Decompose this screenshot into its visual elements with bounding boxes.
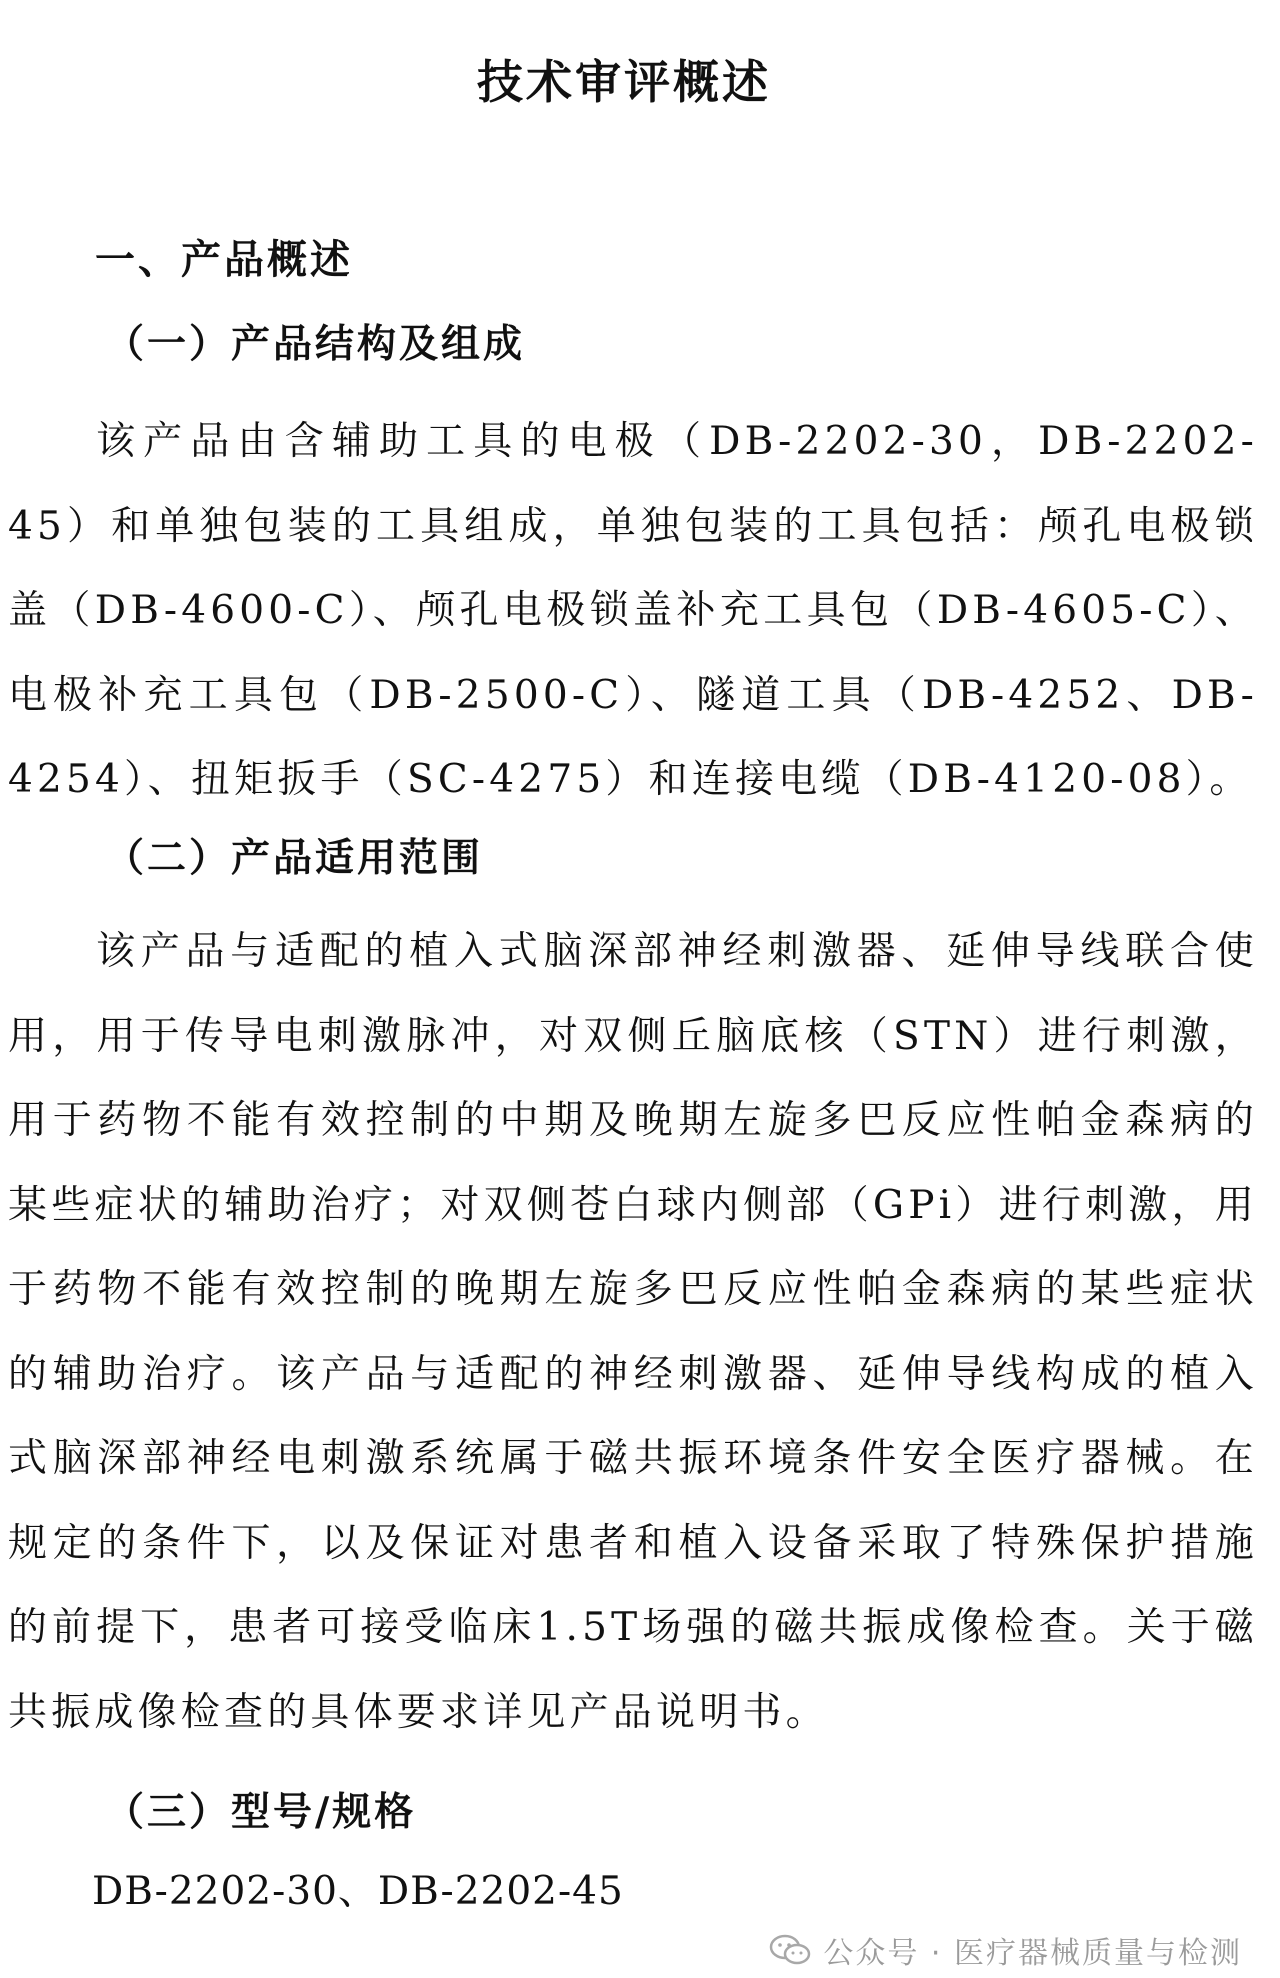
subsection-heading-scope: （二）产品适用范围 [105,835,484,881]
section-heading-product-overview: 一、产品概述 [95,236,353,283]
watermark [769,1930,1242,1970]
page-title: 技术审评概述 [477,55,771,109]
watermark-text: 公众号 · 医疗器械质量与检测 [823,1936,1242,1971]
scope-paragraph: 该产品与适配的植入式脑深部神经刺激器、延伸导线联合使用，用于传导电刺激脉冲，对双侧丘脑底核（STN）进行刺激，用于药物不能有效控制的中期及晚期左旋多巴反应性帕金森病的某些症状的辅助治疗；对双侧苍白球内侧部（GPi）进行刺激，用于药物不能有效控制的晚期左旋多巴反应性帕金森病的某些症状的辅助治疗。该产品与适配的神经刺激器、延伸导线构成的植入式脑深部神经电刺激系统属于磁共振环境条件安全医疗器械。在规定的条件下，以及保证对患者和植入设备采取了特殊保护措施的前提下，患者可接受临床1.5T场强的磁共振成像检查。关于磁共振成像检查的具体要求详见产品说明书。 [8,929,1258,1735]
subsection-heading-model: （三）型号/规格 [105,1789,417,1835]
model-spec-text: DB-2202-30、DB-2202-45 [92,1869,624,1914]
wechat-icon [769,1933,811,1967]
subsection-heading-structure: （一）产品结构及组成 [105,321,526,367]
structure-paragraph: 该产品由含辅助工具的电极（DB-2202-30，DB-2202-45）和单独包装的工具组成，单独包装的工具包括：颅孔电极锁盖（DB-4600-C）、颅孔电极锁盖补充工具包（DB-4605-C）、电极补充工具包（DB-2500-C）、隧道工具（DB-4252、DB-4254）、扭矩扳手（SC-4275）和连接电缆（DB-4120-08）。 [8,419,1258,802]
